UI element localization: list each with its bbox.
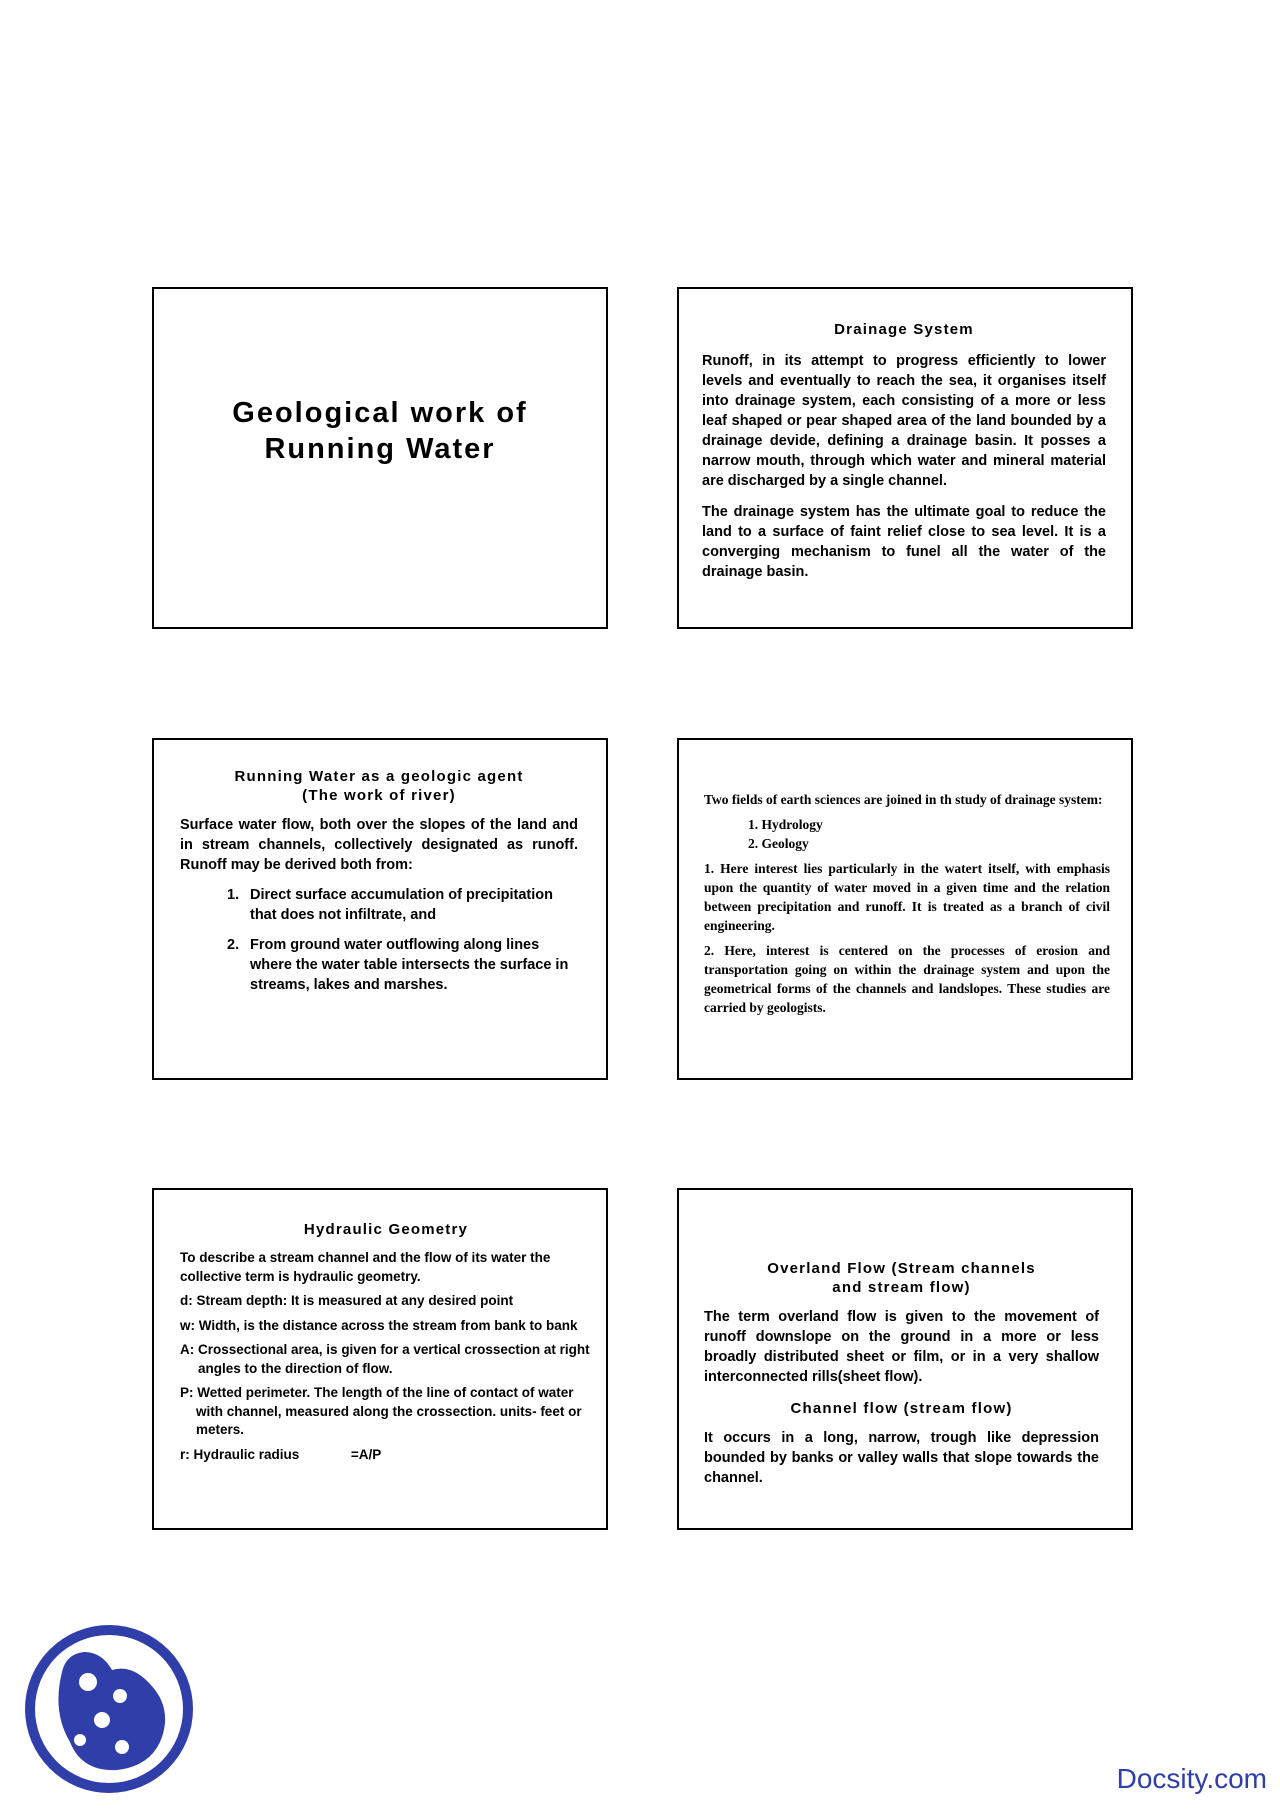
paragraph: 2. Here, interest is centered on the processes of erosion and transportation going on within the drainage system and upon the geometrical forms of the channels and landslopes. These studies are carried by geologists. xyxy=(704,943,1110,1015)
definition-area: A: Crossectional area, is given for a vertical crossection at right angles to the direction of flow. xyxy=(180,1342,590,1376)
heading-line-1: Running Water as a geologic agent xyxy=(234,768,524,785)
slide-heading xyxy=(704,1259,1099,1297)
paragraph: To describe a stream channel and the flow of its water the collective term is hydraulic geometry. xyxy=(180,1250,551,1284)
slide-title xyxy=(152,287,608,629)
paragraph: It occurs in a long, narrow, trough like depression bounded by banks or valley walls that slope towards the channel. xyxy=(704,1430,1099,1486)
slide-heading xyxy=(180,767,578,805)
slide-heading: Hydraulic Geometry xyxy=(303,1221,469,1238)
docsity-link[interactable]: Docsity.com xyxy=(1116,1763,1267,1794)
heading-line-2: (The work of river) xyxy=(302,787,456,804)
list-item: 1. Hydrology xyxy=(748,817,823,832)
radius-label: r: Hydraulic radius xyxy=(180,1446,300,1462)
slide-overland-flow xyxy=(677,1188,1133,1530)
list-text: From ground water outflowing along lines where the water table intersects the surface in streams, lakes and marshes. xyxy=(250,937,569,993)
paragraph: The term overland flow is given to the movement of runoff downslope on the ground in a more or less broadly distributed sheet or film, or in a very shallow interconnected rills(sheet flow). xyxy=(704,1309,1099,1385)
fields-list xyxy=(704,815,1110,853)
title-line-1: Geological work of xyxy=(232,397,528,429)
paragraph: Runoff, in its attempt to progress efficiently to lower levels and eventually to reach the sea, it organises itself into drainage system, each consisting of a more or less leaf shaped or pear shaped area of the land bounded by a drainage devide, defining a drainage basin. It posses a narrow mouth, through which water and mineral material are discharged by a single channel. xyxy=(702,353,1106,489)
definition-radius xyxy=(180,1446,592,1465)
slide-two-fields xyxy=(677,738,1133,1080)
sub-heading: Channel flow (stream flow) xyxy=(790,1400,1013,1417)
definition-depth: d: Stream depth: It is measured at any desired point xyxy=(180,1293,514,1308)
paragraph: Surface water flow, both over the slopes of the land and in stream channels, collectively designated as runoff. Runoff may be derived both from: xyxy=(180,817,578,873)
list-number: 2. xyxy=(227,937,240,953)
runoff-source-list xyxy=(180,885,578,995)
list-text: Direct surface accumulation of precipitation that does not infiltrate, and xyxy=(250,887,553,923)
list-item xyxy=(180,885,578,925)
slide-hydraulic-geometry xyxy=(152,1188,608,1530)
heading-line-2: and stream flow) xyxy=(832,1279,971,1296)
list-number: 1. xyxy=(227,887,240,903)
docsity-logo-icon xyxy=(22,1622,196,1796)
list-item: 2. Geology xyxy=(748,836,809,851)
title-line-2: Running Water xyxy=(264,433,496,465)
slide-running-water-agent xyxy=(152,738,608,1080)
paragraph: 1. Here interest lies particularly in the watert itself, with emphasis upon the quantity of water moved in a given time and the relation between precipitation and runoff. It is treated as a branch of civil engineering. xyxy=(704,861,1110,933)
definition-width: w: Width, is the distance across the stream from bank to bank xyxy=(180,1317,578,1333)
paragraph: Two fields of earth sciences are joined in th study of drainage system: xyxy=(704,792,1103,807)
document-title xyxy=(154,395,606,467)
slide-drainage-system xyxy=(677,287,1133,629)
slide-heading: Drainage System xyxy=(834,321,974,338)
list-item xyxy=(180,935,578,995)
radius-formula: =A/P xyxy=(350,1446,382,1462)
definition-perimeter: P: Wetted perimeter. The length of the line of contact of water with channel, measured along the crossection. units- feet or meters. xyxy=(180,1385,582,1437)
heading-line-1: Overland Flow (Stream channels xyxy=(767,1260,1036,1277)
paragraph: The drainage system has the ultimate goal to reduce the land to a surface of faint relief close to sea level. It is a converging mechanism to funel all the water of the drainage basin. xyxy=(702,504,1106,580)
